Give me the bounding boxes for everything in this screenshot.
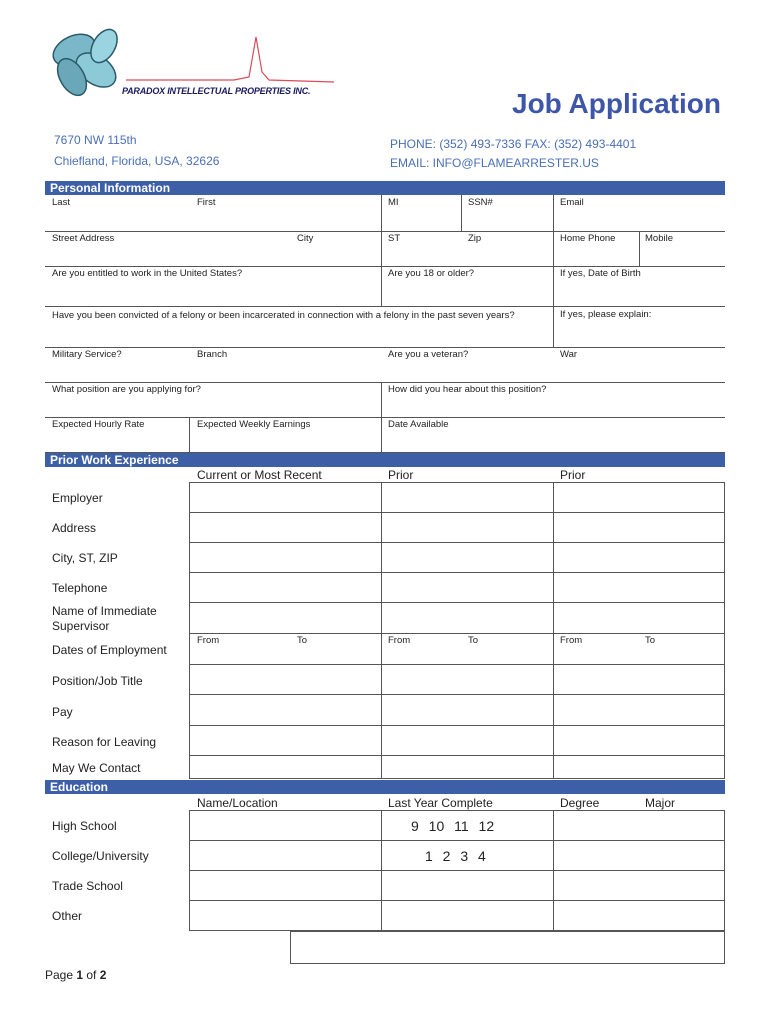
last-name-field[interactable]: Last	[52, 197, 70, 208]
felony-explain-field[interactable]: If yes, please explain:	[560, 309, 652, 320]
divider	[553, 482, 554, 779]
branch-field[interactable]: Branch	[197, 349, 228, 360]
ssn-field[interactable]: SSN#	[468, 197, 493, 208]
divider	[189, 602, 725, 603]
row-may-contact: May We Contact	[52, 761, 141, 775]
felony-field[interactable]: Have you been convicted of a felony or been incarcerated in connection with a felony in the past seven years?	[52, 310, 515, 321]
divider	[189, 725, 725, 726]
city-field[interactable]: City	[297, 233, 314, 244]
row-telephone: Telephone	[52, 581, 108, 595]
row-supervisor-1: Name of Immediate	[52, 604, 157, 618]
mobile-field[interactable]: Mobile	[645, 233, 673, 244]
date-available-field[interactable]: Date Available	[388, 419, 449, 430]
col-prior-1: Prior	[388, 468, 414, 482]
to-field-1[interactable]: To	[297, 635, 308, 646]
divider	[381, 482, 382, 779]
hourly-rate-field[interactable]: Expected Hourly Rate	[52, 419, 145, 430]
divider	[553, 306, 554, 347]
weekly-earnings-field[interactable]: Expected Weekly Earnings	[197, 419, 311, 430]
first-name-field[interactable]: First	[197, 197, 216, 208]
row-city-st-zip: City, ST, ZIP	[52, 551, 118, 565]
row-supervisor-2: Supervisor	[52, 619, 110, 633]
mi-field[interactable]: MI	[388, 197, 399, 208]
row-pay: Pay	[52, 705, 73, 719]
divider	[553, 231, 554, 266]
row-employer: Employer	[52, 491, 103, 505]
page-of: of	[83, 968, 100, 982]
page-current: 1	[76, 968, 84, 982]
divider	[45, 382, 725, 383]
war-field[interactable]: War	[560, 349, 578, 360]
divider	[381, 266, 382, 306]
divider	[189, 840, 725, 841]
divider	[639, 231, 640, 266]
from-field-1[interactable]: From	[197, 635, 220, 646]
address-line2: Chiefland, Florida, USA, 32626	[54, 154, 220, 168]
divider	[461, 195, 462, 231]
divider	[189, 417, 190, 452]
position-applying-field[interactable]: What position are you applying for?	[52, 384, 201, 395]
divider	[381, 231, 382, 266]
row-college: College/University	[52, 849, 149, 863]
divider	[189, 572, 725, 573]
divider	[45, 231, 725, 232]
state-field[interactable]: ST	[388, 233, 401, 244]
divider	[189, 664, 725, 665]
veteran-field[interactable]: Are you a veteran?	[388, 349, 469, 360]
company-logo	[44, 22, 334, 112]
hear-about-field[interactable]: How did you hear about this position?	[388, 384, 547, 395]
military-service-field[interactable]: Military Service?	[52, 349, 122, 360]
col-degree: Degree	[560, 796, 600, 810]
date-of-birth-field[interactable]: If yes, Date of Birth	[560, 268, 641, 279]
divider	[381, 195, 382, 231]
row-trade-school: Trade School	[52, 879, 123, 893]
address-line1: 7670 NW 115th	[54, 133, 137, 147]
phone-fax: PHONE: (352) 493-7336 FAX: (352) 493-4401	[390, 137, 637, 151]
to-field-2[interactable]: To	[468, 635, 479, 646]
divider	[189, 694, 725, 695]
divider	[553, 266, 554, 306]
row-dates: Dates of Employment	[52, 643, 167, 657]
divider	[189, 542, 725, 543]
page-prefix: Page	[45, 968, 77, 982]
from-field-2[interactable]: From	[388, 635, 411, 646]
row-position: Position/Job Title	[52, 674, 143, 688]
page-number	[45, 968, 106, 982]
divider	[189, 512, 725, 513]
divider	[45, 347, 725, 348]
divider	[189, 870, 725, 871]
logo-knot-icon	[48, 25, 122, 100]
age-18-field[interactable]: Are you 18 or older?	[388, 268, 475, 279]
divider	[381, 417, 382, 452]
divider	[189, 633, 725, 634]
row-high-school: High School	[52, 819, 117, 833]
divider	[381, 382, 382, 417]
divider	[45, 417, 725, 418]
email-field[interactable]: Email	[560, 197, 584, 208]
home-phone-field[interactable]: Home Phone	[560, 233, 616, 244]
col-major: Major	[645, 796, 676, 810]
to-field-3[interactable]: To	[645, 635, 656, 646]
page-total: 2	[99, 968, 107, 982]
work-eligibility-field[interactable]: Are you entitled to work in the United States?	[52, 268, 243, 279]
work-grid	[189, 482, 725, 779]
divider	[189, 755, 725, 756]
from-field-3[interactable]: From	[560, 635, 583, 646]
row-reason: Reason for Leaving	[52, 735, 157, 749]
personal-info-header: Personal Information	[45, 181, 725, 195]
hs-year-options[interactable]: 9 10 11 12	[411, 818, 495, 834]
zip-field[interactable]: Zip	[468, 233, 482, 244]
row-address: Address	[52, 521, 97, 535]
col-current: Current or Most Recent	[197, 468, 322, 482]
page-title: Job Application	[512, 88, 721, 119]
col-prior-2: Prior	[560, 468, 586, 482]
col-last-year: Last Year Complete	[388, 796, 493, 810]
education-notes-box[interactable]	[290, 931, 725, 964]
college-year-options[interactable]: 1 2 3 4	[425, 848, 486, 864]
divider	[553, 195, 554, 231]
email-contact: EMAIL: INFO@FLAMEARRESTER.US	[390, 156, 599, 170]
street-address-field[interactable]: Street Address	[52, 233, 115, 244]
company-name: PARADOX INTELLECTUAL PROPERTIES INC.	[122, 86, 311, 96]
logo-signal-line	[126, 37, 334, 82]
col-name-location: Name/Location	[197, 796, 278, 810]
work-experience-header: Prior Work Experience	[45, 453, 725, 467]
divider	[45, 266, 725, 267]
divider	[45, 306, 725, 307]
divider	[189, 900, 725, 901]
row-other: Other	[52, 909, 83, 923]
education-header: Education	[45, 780, 725, 794]
